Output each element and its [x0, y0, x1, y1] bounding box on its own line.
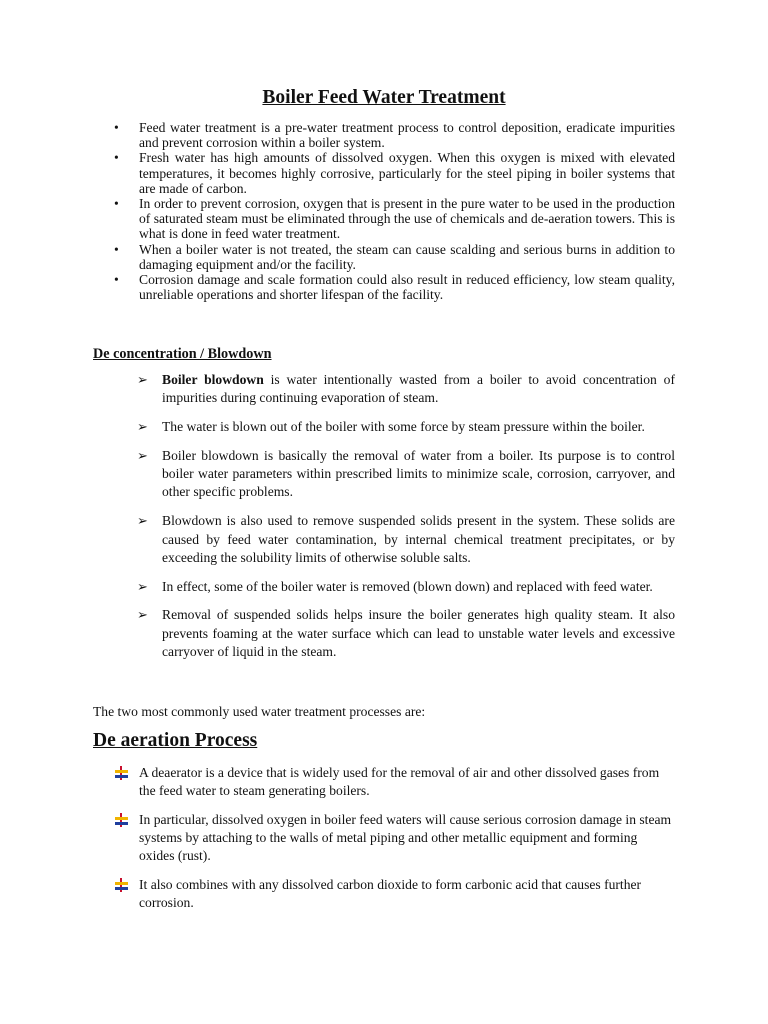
- list-item-text: In order to prevent corrosion, oxygen that is present in the pure water to be used in the production of saturated steam must be eliminated through the use of chemicals and de-aeration towers. This is what is done in feed water treatment.: [139, 196, 675, 242]
- list-item-text: The water is blown out of the boiler with some force by steam pressure within the boiler.: [162, 419, 645, 435]
- list-item-text: Corrosion damage and scale formation could also result in reduced efficiency, low steam quality, unreliable operations and shorter lifespan of the facility.: [139, 272, 675, 303]
- arrow-bullet-icon: ➢: [137, 447, 148, 463]
- document-title: Boiler Feed Water Treatment: [262, 87, 506, 108]
- list-item: [0, 447, 675, 502]
- bullet-dot-icon: •: [114, 120, 119, 135]
- list-item-text: Blowdown is also used to remove suspended solids present in the system. These solids are caused by feed water contamination, by internal chemical treatment precipitates, or by exceeding the solubility limits of otherwise soluble salts.: [162, 513, 675, 565]
- section-heading-deaeration: De aeration Process: [93, 730, 258, 751]
- list-item: [0, 272, 675, 302]
- list-item: [0, 120, 675, 150]
- book-stack-icon: [114, 813, 129, 827]
- list-item: [0, 242, 675, 272]
- book-stack-icon: [114, 766, 129, 780]
- bold-term: Boiler blowdown: [162, 372, 264, 387]
- bullet-dot-icon: •: [114, 272, 119, 288]
- arrow-bullet-icon: ➢: [137, 372, 148, 387]
- blowdown-arrow-list: [0, 371, 768, 672]
- list-item-text: Removal of suspended solids helps insure the boiler generates high quality steam. It also prevents foaming at the water surface which can lead to unstable water levels and excessive carryover of liquid in the steam.: [162, 607, 675, 660]
- section-heading-blowdown: De concentration / Blowdown: [93, 346, 272, 362]
- list-item-text: Fresh water has high amounts of dissolved oxygen. When this oxygen is mixed with elevated temperatures, it becomes highly corrosive, particularly for the steel piping in boiler systems that are made of carbon.: [139, 150, 675, 196]
- list-item-text: Boiler blowdown is basically the removal of water from a boiler. Its purpose is to control boiler water parameters within prescribed limits to minimize scale, corrosion, carryover, and other specific problems.: [162, 447, 675, 500]
- bullet-dot-icon: •: [114, 196, 119, 212]
- transition-paragraph: The two most commonly used water treatment processes are:: [93, 704, 426, 719]
- arrow-bullet-icon: ➢: [137, 513, 148, 529]
- list-item-text: is water intentionally wasted from a boiler to avoid concentration of impurities during continuing evaporation of steam.: [162, 372, 676, 406]
- list-item: [0, 512, 675, 567]
- arrow-bullet-icon: ➢: [137, 419, 148, 435]
- list-item: [0, 811, 675, 866]
- list-item: [0, 150, 675, 196]
- list-item: [0, 764, 675, 800]
- list-item-text: In particular, dissolved oxygen in boiler feed waters will cause serious corrosion damage in steam systems by attaching to the walls of metal piping and other metallic equipment and forming oxides (rust).: [139, 811, 672, 864]
- arrow-bullet-icon: ➢: [137, 578, 148, 594]
- list-item: [0, 578, 675, 596]
- list-item-text: Feed water treatment is a pre-water treatment process to control deposition, eradicate impurities and prevent corrosion within a boiler system.: [139, 120, 675, 151]
- book-stack-icon: [114, 878, 129, 892]
- list-item-text: A deaerator is a device that is widely used for the removal of air and other dissolved gases from the feed water to steam generating boilers.: [139, 765, 660, 799]
- list-item: [0, 606, 675, 661]
- intro-bullet-list: [0, 120, 768, 302]
- list-item-text: It also combines with any dissolved carbon dioxide to form carbonic acid that causes further corrosion.: [139, 877, 642, 911]
- arrow-bullet-icon: ➢: [137, 607, 148, 623]
- list-item: [0, 196, 675, 242]
- list-item-text: When a boiler water is not treated, the steam can cause scalding and serious burns in addition to damaging equipment and/or the facility.: [139, 241, 675, 272]
- list-item: [0, 418, 675, 436]
- list-item: [0, 876, 675, 912]
- list-item-text: In effect, some of the boiler water is removed (blown down) and replaced with feed water.: [162, 578, 653, 594]
- bullet-dot-icon: •: [114, 150, 119, 166]
- list-item: [0, 371, 675, 408]
- bullet-dot-icon: •: [114, 241, 119, 257]
- deaeration-list: [0, 764, 768, 923]
